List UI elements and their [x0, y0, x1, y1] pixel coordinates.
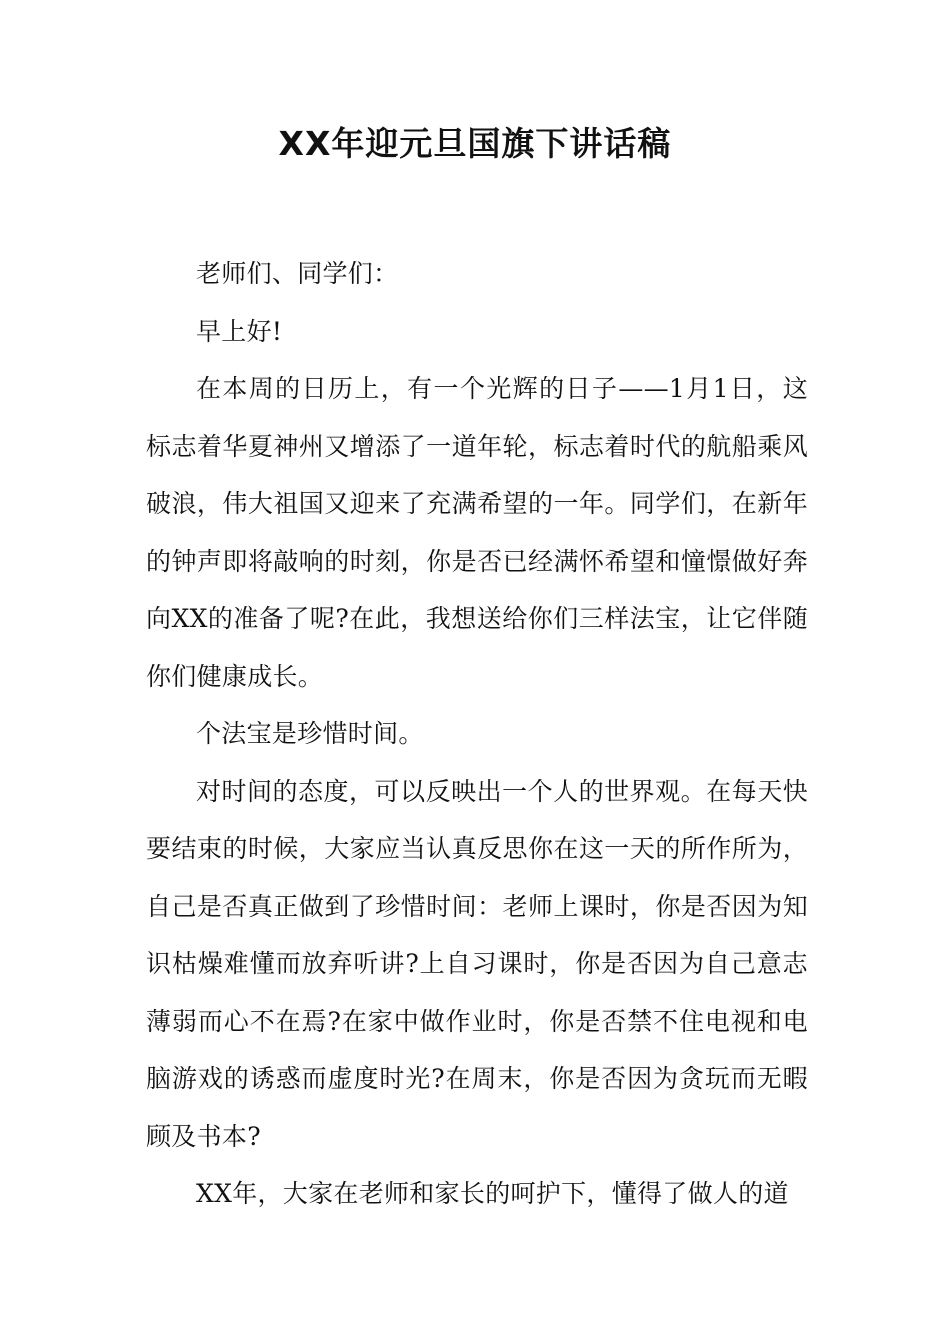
- paragraph-salutation: 老师们、同学们：: [196, 259, 399, 288]
- paragraph-first-treasure: 个法宝是珍惜时间。: [196, 719, 424, 748]
- document-body: [146, 245, 808, 1223]
- document-title: XX年迎元旦国旗下讲话稿: [278, 124, 672, 163]
- paragraph-intro: 在本周的日历上，有一个光辉的日子——1月1日，这标志着华夏神州又增添了一道年轮，标志着时代的航船乘风破浪，伟大祖国又迎来了充满希望的一年。同学们，在新年的钟声即将敲响的时刻，你是否已经满怀希望和憧憬做好奔向XX的准备了呢?在此，我想送给你们三样法宝，让它伴随你们健康成长。: [146, 374, 808, 691]
- paragraph-greeting: 早上好!: [196, 316, 283, 346]
- paragraph-time-attitude: 对时间的态度，可以反映出一个人的世界观。在每天快要结束的时候，大家应当认真反思你在这一天的所作所为，自己是否真正做到了珍惜时间：老师上课时，你是否因为知识枯燥难懂而放弃听讲?上自习课时，你是否因为自己意志薄弱而心不在焉?在家中做作业时，你是否禁不住电视和电脑游戏的诱惑而虚度时光?在周末，你是否因为贪玩而无暇顾及书本?: [146, 776, 808, 1151]
- paragraph-year-review: XX年，大家在老师和家长的呵护下，懂得了做人的道: [196, 1179, 789, 1208]
